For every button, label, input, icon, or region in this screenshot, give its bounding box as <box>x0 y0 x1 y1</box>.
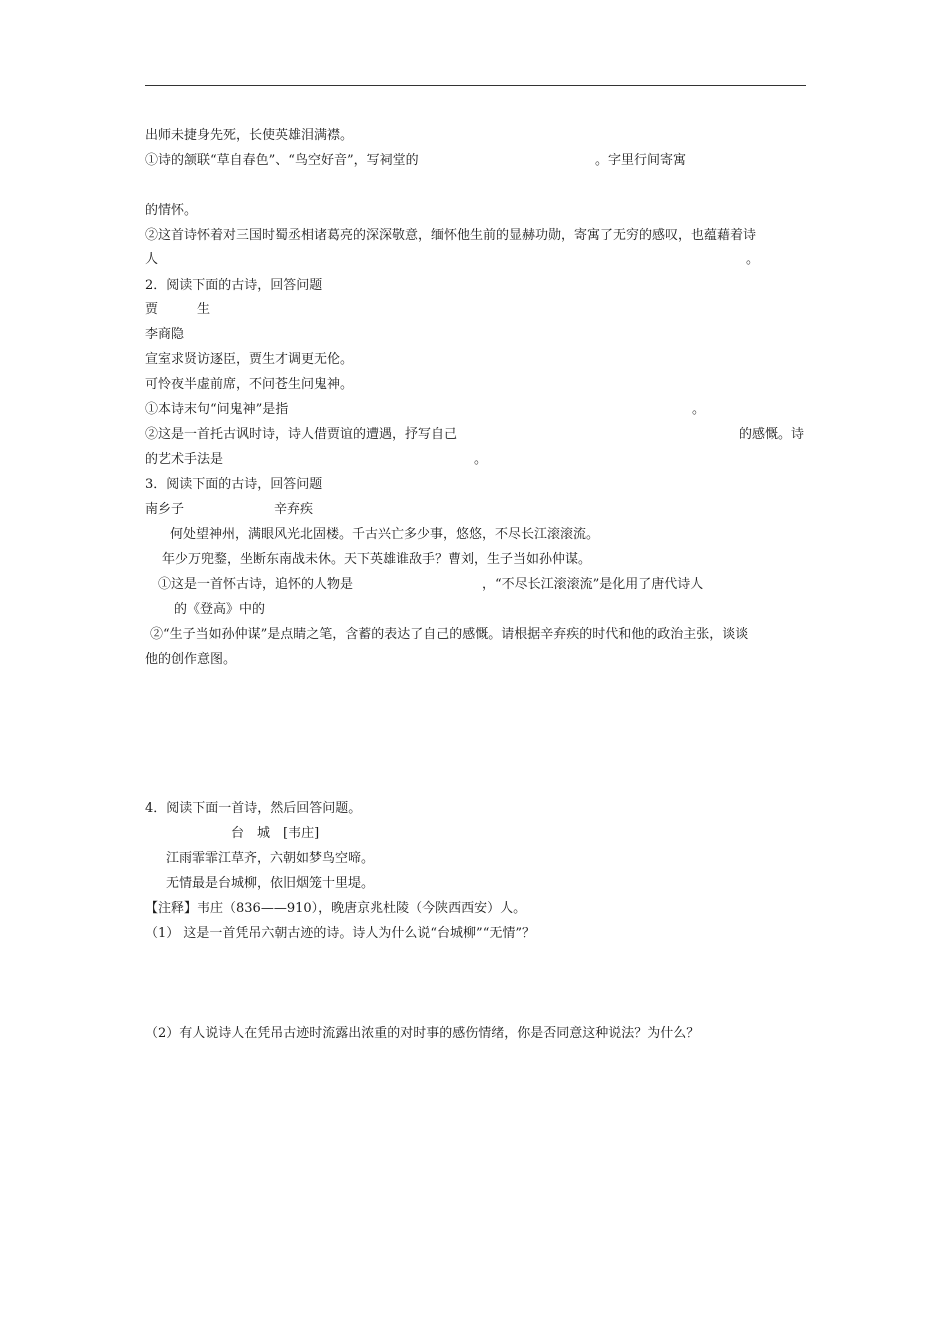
q2-sub2-end: 。 <box>474 452 488 467</box>
poem1-last-line: 出师未捷身先死，长使英雄泪满襟。 <box>145 128 354 143</box>
q2-sub1-text: ①本诗末句“问鬼神”是指 <box>145 402 289 417</box>
q2-heading: 2．阅读下面的古诗，回答问题 <box>145 278 323 293</box>
q4-poem-line2: 无情最是台城柳，依旧烟笼十里堤。 <box>166 876 375 891</box>
q3-poem-author: 辛弃疾 <box>274 502 314 517</box>
q1-sub1-tail: 的情怀。 <box>145 203 198 218</box>
q4-poem-title: 台 城 [韦庄] <box>231 826 320 841</box>
q3-sub1-cont: ，“不尽长江滚滚流”是化用了唐代诗人 <box>482 577 704 592</box>
q1-sub1-text: ①诗的颔联“草自春色”、“鸟空好音”，写祠堂的 <box>145 153 419 168</box>
header-rule <box>145 85 806 86</box>
q1-sub2-text: ②这首诗怀着对三国时蜀丞相诸葛亮的深深敬意，缅怀他生前的显赫功勋，寄寓了无穷的感叹，也蕴藉着诗 <box>145 228 757 243</box>
q3-sub2-tail: 他的创作意图。 <box>145 652 237 667</box>
q3-sub1-text: ①这是一首怀古诗，追怀的人物是 <box>158 577 354 592</box>
q3-sub1-tail: 的《登高》中的 <box>174 602 266 617</box>
q4-sub2-text: （2）有人说诗人在凭吊古迹时流露出浓重的对时事的感伤情绪，你是否同意这种说法？为什么？ <box>145 1026 700 1041</box>
q2-poem-line2: 可怜夜半虚前席，不问苍生问鬼神。 <box>145 377 354 392</box>
q4-sub1-text: （1） 这是一首凭吊六朝古迹的诗。诗人为什么说“台城柳”“无情”？ <box>145 926 535 941</box>
q3-poem-line2: 年少万兜鍪，坐断东南战未休。天下英雄谁敌手？曹刘，生子当如孙仲谋。 <box>162 552 592 567</box>
q3-heading: 3．阅读下面的古诗，回答问题 <box>145 477 323 492</box>
q2-sub2-tail: 的艺术手法是 <box>145 452 224 467</box>
q2-sub2-cont: 的感慨。诗 <box>739 427 805 442</box>
q4-poem-line1: 江雨霏霏江草齐，六朝如梦鸟空啼。 <box>166 851 375 866</box>
q3-poem-title: 南乡子 <box>145 502 185 517</box>
q1-sub2-end: 。 <box>746 252 760 267</box>
q1-sub1-text-cont: 。字里行间寄寓 <box>595 153 687 168</box>
q1-sub2-tail: 人 <box>145 252 159 267</box>
q2-poem-line1: 宣室求贤访逐臣，贾生才调更无伦。 <box>145 352 354 367</box>
q2-poem-author: 李商隐 <box>145 327 185 342</box>
q2-poem-title: 贾 生 <box>145 302 211 317</box>
q4-annotation: 【注释】韦庄（836——910），晚唐京兆杜陵（今陕西西安）人。 <box>145 901 527 916</box>
q4-heading: 4．阅读下面一首诗，然后回答问题。 <box>145 801 362 816</box>
q2-sub1-end: 。 <box>692 402 706 417</box>
q3-poem-line1: 何处望神州，满眼风光北固楼。千古兴亡多少事，悠悠，不尽长江滚滚流。 <box>170 527 600 542</box>
q3-sub2-text: ②“生子当如孙仲谋”是点睛之笔，含蓄的表达了自己的感慨。请根据辛弃疾的时代和他的政治主张，谈谈 <box>150 627 749 642</box>
q2-sub2-text: ②这是一首托古讽时诗，诗人借贾谊的遭遇，抒写自己 <box>145 427 458 442</box>
